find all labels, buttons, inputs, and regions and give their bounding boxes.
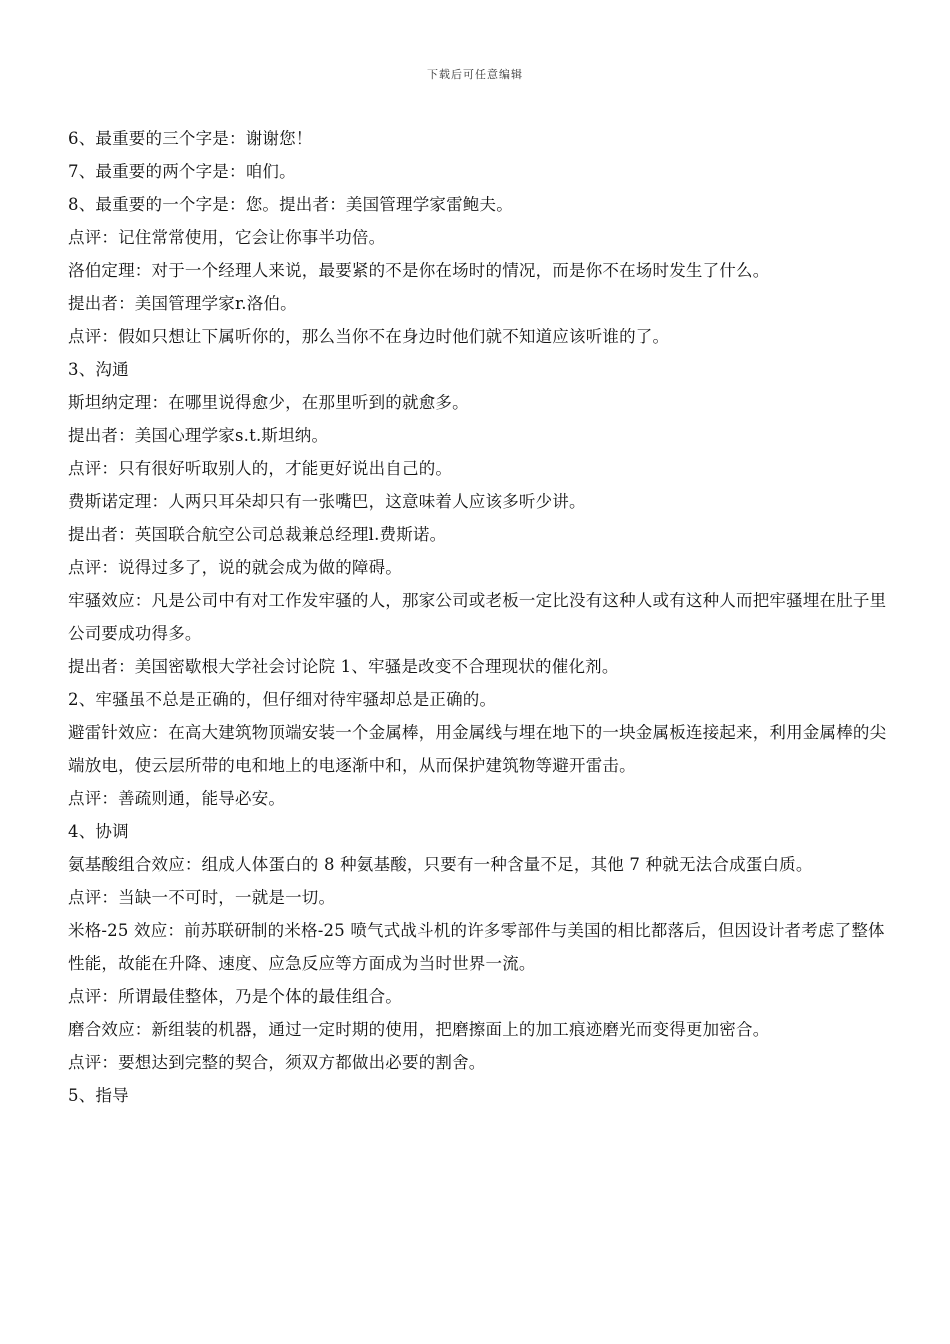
- paragraph: 提出者：美国管理学家r.洛伯。: [68, 294, 297, 313]
- paragraph: 点评：记住常常使用，它会让你事半功倍。: [68, 228, 386, 247]
- paragraph: 点评：当缺一不可时，一就是一切。: [68, 888, 336, 907]
- paragraph: 提出者：美国密歇根大学社会讨论院 1、牢骚是改变不合理现状的催化剂。: [68, 657, 619, 676]
- paragraph: 点评：只有很好听取别人的，才能更好说出自己的。: [68, 459, 453, 478]
- paragraph: 点评：善疏则通，能导必安。: [68, 789, 286, 808]
- paragraph: 2、牢骚虽不总是正确的，但仔细对待牢骚却总是正确的。: [68, 690, 497, 709]
- paragraph: 费斯诺定理：人两只耳朵却只有一张嘴巴，这意味着人应该多听少讲。: [68, 492, 586, 511]
- paragraph: 避雷针效应：在高大建筑物顶端安装一个金属棒，用金属线与埋在地下的一块金属板连接起来，利用金属棒的尖端放电，使云层所带的电和地上的电逐渐中和，从而保护建筑物等避开雷击。: [68, 723, 887, 775]
- paragraph: 7、最重要的两个字是：咱们。: [68, 162, 296, 181]
- paragraph: 点评：要想达到完整的契合，须双方都做出必要的割舍。: [68, 1053, 486, 1072]
- paragraph: 氨基酸组合效应：组成人体蛋白的 8 种氨基酸，只要有一种含量不足，其他 7 种就无法合成蛋白质。: [68, 855, 813, 874]
- paragraph: 米格-25 效应：前苏联研制的米格-25 喷气式战斗机的许多零部件与美国的相比都落后，但因设计者考虑了整体性能，故能在升降、速度、应急反应等方面成为当时世界一流。: [68, 921, 885, 973]
- paragraph: 提出者：美国心理学家s.t.斯坦纳。: [68, 426, 329, 445]
- paragraph: 磨合效应：新组装的机器，通过一定时期的使用，把磨擦面上的加工痕迹磨光而变得更加密合。: [68, 1020, 770, 1039]
- section-heading: 4、协调: [68, 822, 129, 841]
- paragraph: 洛伯定理：对于一个经理人来说，最要紧的不是你在场时的情况，而是你不在场时发生了什么。: [68, 261, 770, 280]
- paragraph: 点评：假如只想让下属听你的，那么当你不在身边时他们就不知道应该听谁的了。: [68, 327, 670, 346]
- paragraph: 点评：说得过多了，说的就会成为做的障碍。: [68, 558, 402, 577]
- paragraph: 6、最重要的三个字是：谢谢您！: [68, 129, 313, 148]
- section-heading: 5、指导: [68, 1086, 129, 1105]
- paragraph: 提出者：英国联合航空公司总裁兼总经理l.费斯诺。: [68, 525, 447, 544]
- section-heading: 3、沟通: [68, 360, 129, 379]
- paragraph: 点评：所谓最佳整体，乃是个体的最佳组合。: [68, 987, 402, 1006]
- document-body: [68, 122, 888, 1112]
- paragraph: 牢骚效应：凡是公司中有对工作发牢骚的人，那家公司或老板一定比没有这种人或有这种人而把牢骚埋在肚子里公司要成功得多。: [68, 591, 887, 643]
- page-header: 下载后可任意编辑: [427, 68, 523, 81]
- paragraph: 斯坦纳定理：在哪里说得愈少，在那里听到的就愈多。: [68, 393, 469, 412]
- paragraph: 8、最重要的一个字是：您。提出者：美国管理学家雷鲍夫。: [68, 195, 513, 214]
